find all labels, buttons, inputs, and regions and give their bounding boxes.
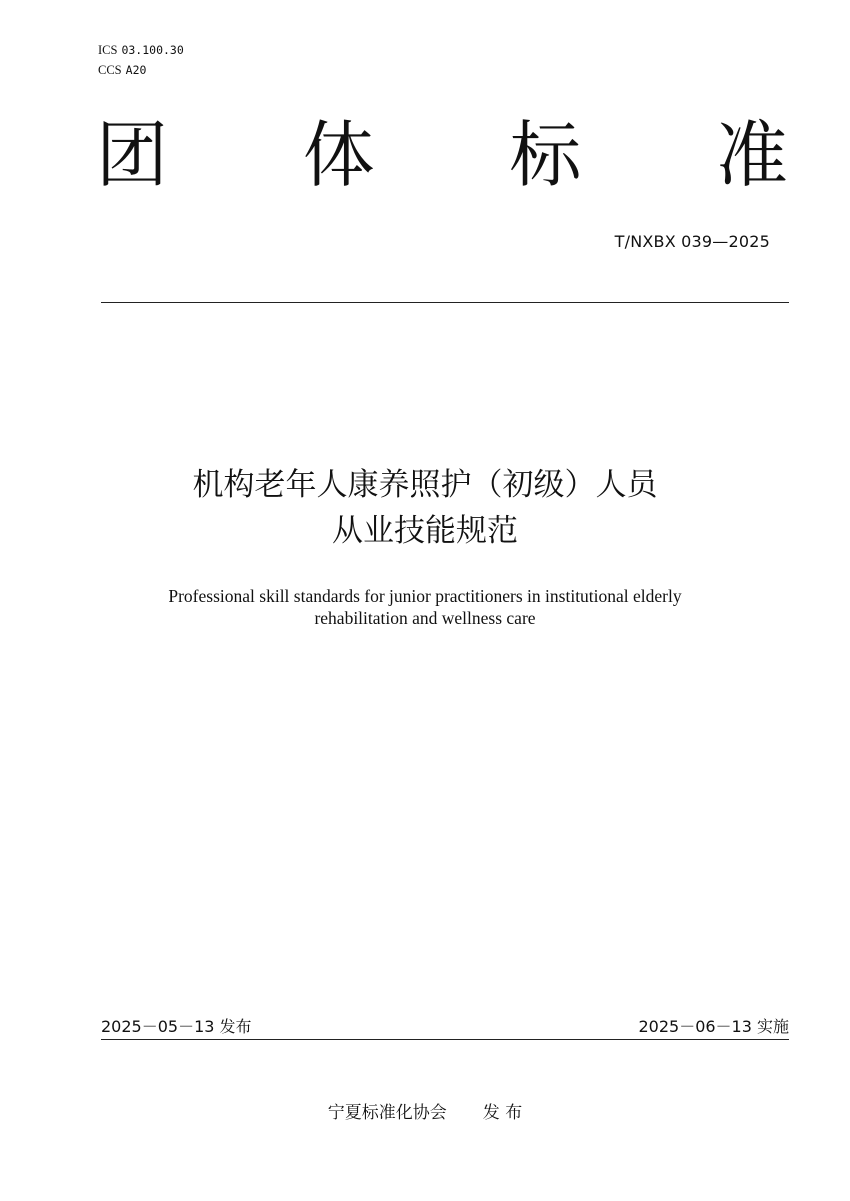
ics-label: ICS <box>98 43 118 57</box>
classification-codes <box>98 40 184 80</box>
doc-type-char-1: 团 <box>96 113 169 197</box>
ics-value: 03.100.30 <box>121 43 184 57</box>
doc-type-char-3: 标 <box>509 113 582 197</box>
top-divider <box>101 302 789 303</box>
english-title-line-2: rehabilitation and wellness care <box>314 608 536 628</box>
english-title <box>0 585 850 629</box>
document-type-heading <box>96 110 788 200</box>
publisher-name: 宁夏标准化协会 <box>327 1103 447 1123</box>
implementation-date: 2025－06－13 实施 <box>638 1017 789 1036</box>
bottom-divider <box>101 1039 789 1040</box>
issue-date: 2025－05－13 发布 <box>101 1017 252 1036</box>
english-title-line-1: Professional skill standards for junior practitioners in institutional elderly <box>168 586 682 606</box>
ccs-value: A20 <box>125 63 147 77</box>
ics-code <box>98 40 184 60</box>
chinese-title-line-1: 机构老年人康养照护（初级）人员 <box>192 467 658 503</box>
chinese-title <box>0 462 850 554</box>
publisher-action: 发 布 <box>482 1103 523 1123</box>
chinese-title-line-2: 从业技能规范 <box>332 513 518 549</box>
publisher-line <box>0 1098 850 1123</box>
ccs-label: CCS <box>98 63 122 77</box>
ccs-code <box>98 60 184 80</box>
doc-type-char-2: 体 <box>302 113 375 197</box>
standard-number: T/NXBX 039—2025 <box>614 232 770 251</box>
doc-type-char-4: 准 <box>715 113 788 197</box>
